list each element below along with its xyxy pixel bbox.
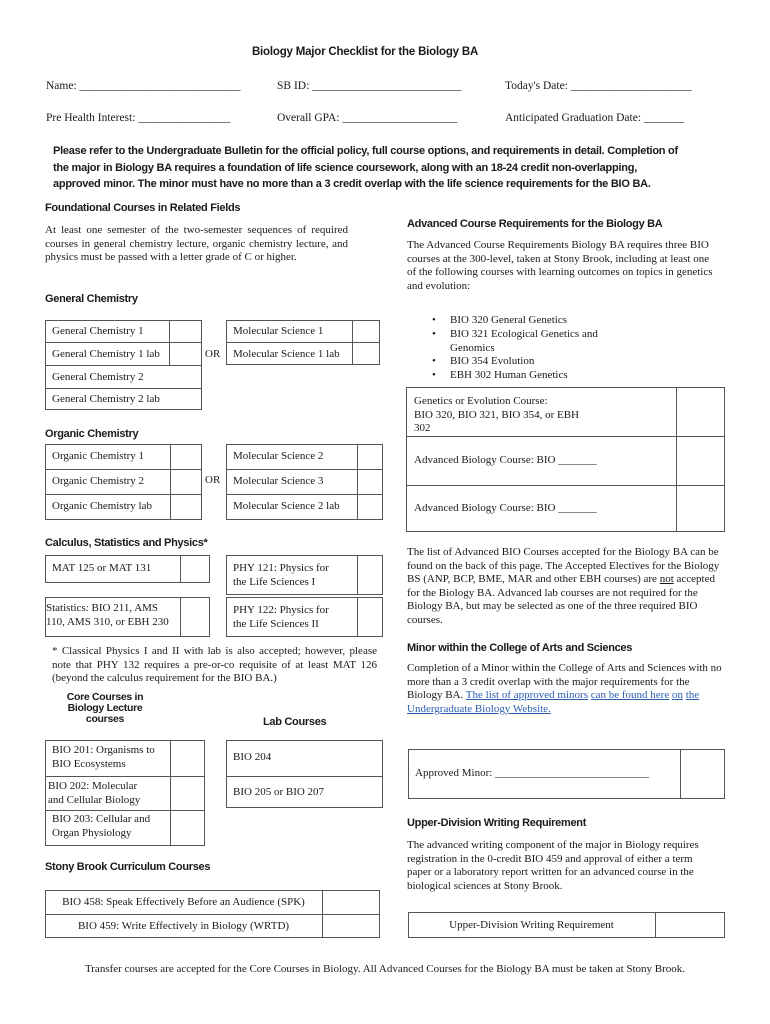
general-chem-2-label: General Chemistry 2 [52, 371, 144, 383]
foundational-heading: Foundational Courses in Related Fields [45, 202, 241, 214]
bio201-label [52, 744, 155, 771]
divider [357, 597, 358, 637]
divider [406, 485, 725, 486]
divider [170, 740, 171, 846]
bio202-line-1: BIO 202: Molecular [48, 780, 138, 792]
intro-line-3: approved minor. The minor must have no more than a 3 credit overlap with the life science requirements for the BIO BA. [53, 178, 651, 190]
genetics-line-1: Genetics or Evolution Course: [414, 395, 548, 407]
general-chem-1-lab-checkbox[interactable] [170, 343, 201, 364]
writing-requirement-label: Upper-Division Writing Requirement [449, 919, 614, 931]
general-chem-1-lab-label: General Chemistry 1 lab [52, 348, 160, 360]
approved-minor-field[interactable]: Approved Minor: ____________________________ [415, 767, 650, 779]
statistics-line-2: 110, AMS 310, or EBH 230 [46, 615, 169, 628]
advanced-text: The Advanced Course Requirements Biology BA requires three BIO courses at the 300-level, taken at Stony Brook, including at least one of the following courses with learning outcomes on topics in genetics and evolution: [407, 239, 713, 292]
divider [170, 444, 171, 520]
page-title: Biology Major Checklist for the Biology BA [251, 46, 479, 58]
list-item: • BIO 354 Evolution [430, 355, 630, 369]
graduation-date-field[interactable]: Anticipated Graduation Date: _______ [505, 112, 685, 124]
mat-label: MAT 125 or MAT 131 [52, 562, 152, 574]
molecular-science-2-label: Molecular Science 2 [233, 450, 324, 462]
bio201-line-2: BIO Ecosystems [52, 757, 126, 770]
list-item: • EBH 302 Human Genetics [430, 369, 630, 383]
divider [357, 555, 358, 595]
name-field[interactable]: Name: ____________________________ [46, 80, 241, 92]
genetics-line-3: 302 [414, 422, 431, 434]
today-date-field[interactable]: Today's Date: _____________________ [505, 80, 692, 92]
statistics-line-1: Statistics: BIO 211, AMS [46, 602, 159, 614]
bio458-label: BIO 458: Speak Effectively Before an Audience (SPK) [62, 896, 305, 908]
organic-chem-1-label: Organic Chemistry 1 [52, 450, 145, 462]
general-chem-1-label: General Chemistry 1 [52, 325, 144, 337]
molecular-science-1-lab-label: Molecular Science 1 lab [233, 348, 340, 360]
core-heading-line-3: courses [85, 713, 125, 725]
found-here-link[interactable]: can be found here [590, 689, 670, 701]
molecular-science-3-label: Molecular Science 3 [233, 475, 324, 487]
divider [45, 810, 205, 811]
physics-note: * Classical Physics I and II with lab is also accepted; however, please note that PHY 132 requires a pre-or-co requisite of at least MAT 126 (beyond the calculus requirement for the BIO BA.) [52, 645, 377, 684]
genetics-course-list [430, 314, 630, 383]
bio459-label: BIO 459: Write Effectively in Biology (WRTD) [77, 920, 290, 932]
phy121-label [233, 562, 329, 589]
divider [226, 469, 383, 470]
intro-line-1: Please refer to the Undergraduate Bulletin for the official policy, full course options, and requirements in detail. Completion of [53, 145, 678, 157]
biology-website-link[interactable]: the Undergraduate Biology Website. [407, 689, 700, 715]
organic-chem-lab-label: Organic Chemistry lab [52, 500, 152, 512]
phy121-line-1: PHY 121: Physics for [233, 562, 329, 574]
bio203-line-2: Organ Physiology [52, 826, 132, 839]
divider [45, 494, 202, 495]
organic-chem-2-label: Organic Chemistry 2 [52, 475, 145, 487]
list-item: • BIO 320 General Genetics [430, 314, 630, 328]
writing-text: The advanced writing component of the major in Biology requires registration in the 0-credit BIO 459 and approval of either a term paper or a laboratory report written for an advanced course in the biological sciences at Stony Brook. [407, 839, 699, 892]
bio205-label: BIO 205 or BIO 207 [233, 786, 325, 798]
lab-courses-heading: Lab Courses [263, 716, 327, 728]
bio202-label [48, 780, 140, 807]
or-label: OR [205, 348, 221, 360]
on-link[interactable]: on [671, 689, 683, 701]
gpa-field[interactable]: Overall GPA: ____________________ [277, 112, 458, 124]
divider [180, 555, 181, 583]
bio204-label: BIO 204 [233, 751, 272, 763]
list-item: • BIO 321 Ecological Genetics and Genomics [430, 328, 630, 356]
divider [322, 890, 323, 938]
divider [357, 444, 358, 520]
divider [226, 776, 383, 777]
minor-text-body: Completion of a Minor within the College of Arts and Sciences with no more than a 3 credit overlap with the major requirements for the Biology BA. [407, 662, 722, 701]
divider [226, 494, 383, 495]
advanced-list-note [407, 546, 725, 627]
advanced-bio-course-1-field[interactable]: Advanced Biology Course: BIO _______ [414, 454, 597, 466]
molecular-science-1-label: Molecular Science 1 [233, 325, 324, 337]
divider [45, 388, 202, 389]
divider [45, 469, 202, 470]
or-label: OR [205, 474, 221, 486]
divider [655, 912, 656, 938]
phy122-line-1: PHY 122: Physics for [233, 604, 329, 616]
sbc-heading: Stony Brook Curriculum Courses [45, 861, 211, 873]
bio202-line-2: and Cellular Biology [48, 793, 141, 806]
core-heading-line-1: Core Courses in [66, 691, 144, 703]
phy121-line-2: the Life Sciences I [233, 575, 316, 588]
genetics-evolution-course-label [414, 395, 579, 436]
phy122-line-2: the Life Sciences II [233, 617, 319, 630]
sbid-field[interactable]: SB ID: __________________________ [277, 80, 462, 92]
divider [680, 749, 681, 799]
molecular-science-1-lab-checkbox[interactable] [353, 343, 379, 364]
intro-paragraph [53, 143, 693, 193]
calculus-heading: Calculus, Statistics and Physics* [45, 537, 208, 549]
advanced-list-text-b: accepted for the Biology BA. Advanced lab courses are not required for the Biology BA, but may be selected as one of the three required BIO courses. [407, 573, 715, 626]
genetics-line-2: BIO 320, BIO 321, BIO 354, or EBH [414, 408, 579, 421]
statistics-label [46, 602, 169, 629]
bio201-line-1: BIO 201: Organisms to [52, 744, 155, 756]
pre-health-field[interactable]: Pre Health Interest: ________________ [46, 112, 231, 124]
advanced-bio-course-2-field[interactable]: Advanced Biology Course: BIO _______ [414, 502, 597, 514]
general-chem-2-lab-label: General Chemistry 2 lab [52, 393, 160, 405]
divider [45, 776, 205, 777]
divider [676, 387, 677, 532]
divider [45, 365, 202, 366]
core-heading-line-2: Biology Lecture [67, 702, 143, 714]
advanced-list-text-a: The list of Advanced BIO Courses accepted for the Biology BA can be found on the back of this page. The Accepted Electives for the Biology BS (ANP, BCP, BME, MAR and other EBH courses) are [407, 546, 720, 585]
divider [180, 597, 181, 637]
molecular-science-2-lab-label: Molecular Science 2 lab [233, 500, 340, 512]
core-courses-heading [45, 692, 165, 725]
phy122-label [233, 604, 329, 631]
foundational-text: At least one semester of the two-semester sequences of required courses in general chemistry lecture, organic chemistry lecture, and physics must be passed with a letter grade of C or higher. [45, 224, 348, 263]
divider [45, 914, 380, 915]
divider [406, 436, 725, 437]
advanced-heading: Advanced Course Requirements for the Biology BA [407, 218, 663, 230]
general-chem-1-checkbox[interactable] [170, 321, 201, 342]
bio203-line-1: BIO 203: Cellular and [52, 813, 151, 825]
bio203-label [52, 813, 150, 840]
minor-heading: Minor within the College of Arts and Sciences [407, 642, 633, 654]
writing-heading: Upper-Division Writing Requirement [407, 817, 587, 829]
minor-text [407, 662, 725, 716]
general-chemistry-heading: General Chemistry [45, 293, 138, 305]
molecular-science-1-checkbox[interactable] [353, 321, 379, 342]
intro-line-2: the major in Biology BA requires a foundation of life science coursework, along with an 18-24 credit non-overlapping, [53, 161, 637, 174]
not-emphasis: not [659, 573, 674, 585]
approved-minors-link[interactable]: The list of approved minors [465, 689, 588, 701]
footer-note: Transfer courses are accepted for the Core Courses in Biology. All Advanced Courses for the Biology BA must be taken at Stony Brook. [84, 963, 686, 975]
organic-chemistry-heading: Organic Chemistry [45, 428, 139, 440]
